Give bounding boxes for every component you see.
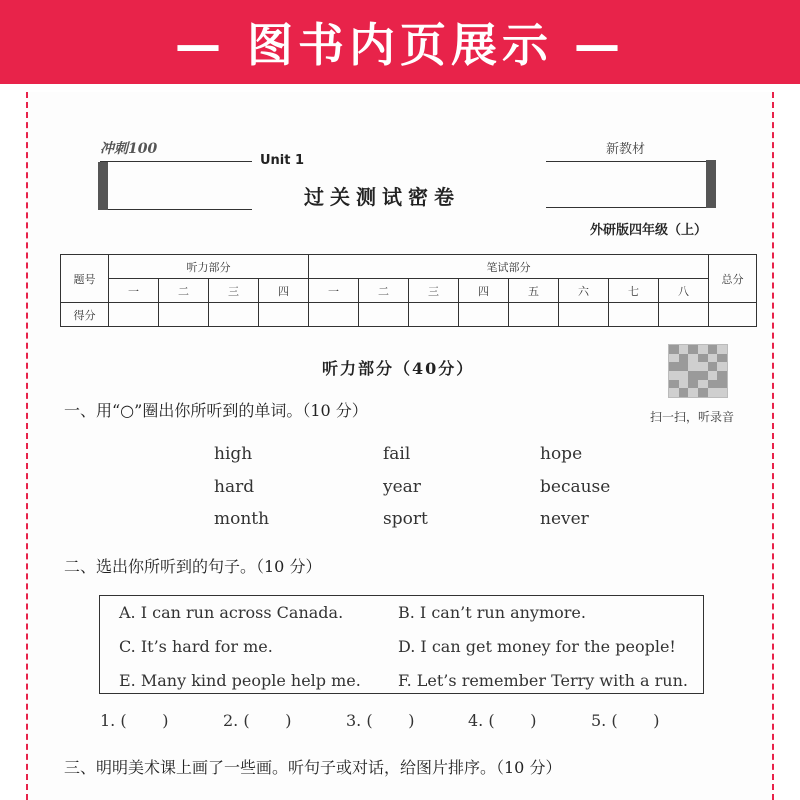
listening-section-heading: 听力部分（40分）	[322, 359, 475, 378]
listening-col: 二	[159, 279, 209, 303]
word-option[interactable]: month	[214, 509, 270, 529]
score-row-header: 得分	[61, 303, 109, 327]
total-header: 总分	[709, 255, 757, 303]
section-3-title: 三、明明美术课上画了一些画。听句子或对话，给图片排序。（10 分）	[64, 758, 562, 777]
score-cell[interactable]	[109, 303, 159, 327]
header-rule-left-top	[100, 161, 252, 162]
score-cell[interactable]	[409, 303, 459, 327]
word-option[interactable]: because	[540, 477, 611, 497]
qr-caption: 扫一扫，听录音	[650, 410, 735, 424]
section-2-title: 二、选出你所听到的句子。（10 分）	[64, 557, 322, 576]
sentence-options-box	[99, 595, 704, 694]
word-option[interactable]: hope	[540, 444, 583, 464]
edition-label: 新教材	[606, 142, 646, 157]
qr-code[interactable]	[668, 344, 728, 398]
score-cell[interactable]	[459, 303, 509, 327]
listening-col: 三	[209, 279, 259, 303]
listening-col: 四	[259, 279, 309, 303]
sentence-option[interactable]: A. I can run across Canada.	[119, 603, 344, 622]
score-cell[interactable]	[259, 303, 309, 327]
writing-col: 六	[559, 279, 609, 303]
answer-blank[interactable]: 4. ( )	[468, 711, 537, 730]
answer-blank[interactable]: 5. ( )	[591, 711, 660, 730]
score-cell[interactable]	[209, 303, 259, 327]
writing-col: 四	[459, 279, 509, 303]
total-score-cell[interactable]	[709, 303, 757, 327]
sentence-option[interactable]: E. Many kind people help me.	[119, 671, 361, 690]
sentence-option[interactable]: C. It’s hard for me.	[119, 637, 273, 656]
section-1-title: 一、用“○”圈出你所听到的单词。（10 分）	[64, 401, 368, 420]
sentence-option[interactable]: B. I can’t run anymore.	[398, 603, 586, 622]
writing-col: 八	[659, 279, 709, 303]
unit-label: Unit 1	[260, 153, 305, 168]
answer-blank[interactable]: 2. ( )	[223, 711, 292, 730]
word-option[interactable]: hard	[214, 477, 255, 497]
score-cell[interactable]	[509, 303, 559, 327]
score-cell[interactable]	[659, 303, 709, 327]
score-cell[interactable]	[359, 303, 409, 327]
writing-col: 七	[609, 279, 659, 303]
listening-col: 一	[109, 279, 159, 303]
header-tab-right	[706, 160, 716, 208]
word-option[interactable]: year	[383, 477, 421, 497]
writing-col: 三	[409, 279, 459, 303]
grade-label: 外研版四年级（上）	[590, 223, 708, 238]
score-cell[interactable]	[309, 303, 359, 327]
writing-col: 二	[359, 279, 409, 303]
word-option[interactable]: fail	[383, 444, 411, 464]
score-table	[60, 254, 757, 327]
score-cell[interactable]	[559, 303, 609, 327]
header-rule-right-bottom	[546, 207, 706, 208]
page-banner: — 图书内页展示 —	[0, 0, 800, 84]
word-option[interactable]: never	[540, 509, 589, 529]
exam-title: 过关测试密卷	[304, 185, 460, 209]
score-cell[interactable]	[609, 303, 659, 327]
answer-blank[interactable]: 1. ( )	[100, 711, 169, 730]
header-rule-left-bottom	[108, 209, 252, 210]
writing-group-header: 笔试部分	[309, 255, 709, 279]
score-cell[interactable]	[159, 303, 209, 327]
header-rule-right-top	[546, 161, 706, 162]
word-option[interactable]: high	[214, 444, 253, 464]
writing-col: 五	[509, 279, 559, 303]
sentence-option[interactable]: F. Let’s remember Terry with a run.	[398, 671, 688, 690]
writing-col: 一	[309, 279, 359, 303]
listening-group-header: 听力部分	[109, 255, 309, 279]
word-option[interactable]: sport	[383, 509, 428, 529]
header-tab-left	[98, 162, 108, 210]
exam-page	[26, 92, 774, 800]
question-number-header: 题号	[61, 255, 109, 303]
answer-blank[interactable]: 3. ( )	[346, 711, 415, 730]
sentence-option[interactable]: D. I can get money for the people!	[398, 637, 676, 656]
series-label: 冲刺100	[100, 141, 158, 157]
